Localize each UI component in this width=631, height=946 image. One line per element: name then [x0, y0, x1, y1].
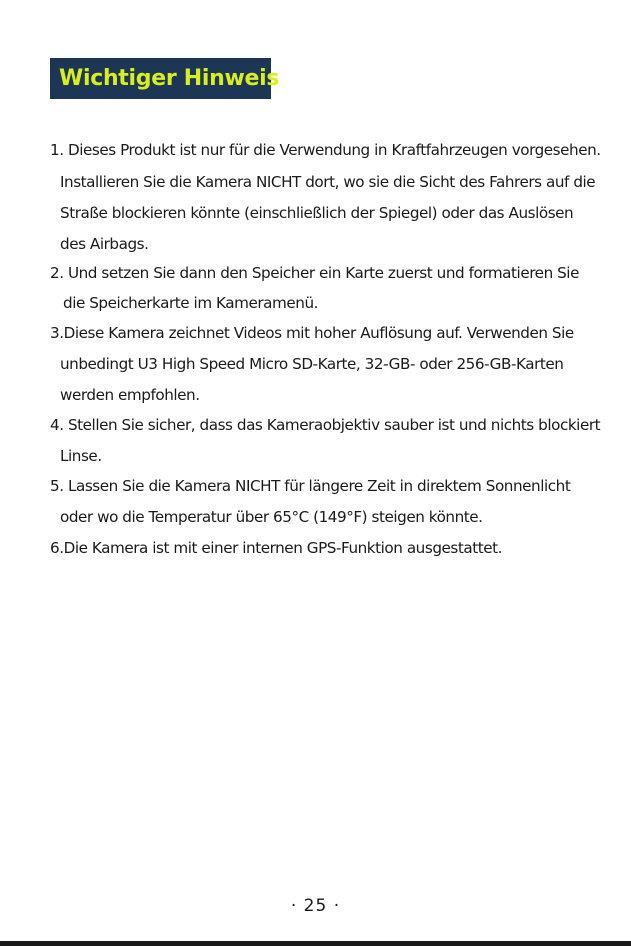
notice-item-6-line-1: 6.Die Kamera ist mit einer internen GPS-Funktion ausgestattet.: [50, 539, 503, 557]
title-banner: [50, 58, 280, 99]
notice-item-3-line-1: 3.Diese Kamera zeichnet Videos mit hoher Auflösung auf. Verwenden Sie: [50, 324, 574, 342]
notice-item-2-line-1: 2. Und setzen Sie dann den Speicher ein Karte zuerst und formatieren Sie: [50, 264, 579, 282]
notice-item-5-line-2: oder wo die Temperatur über 65°C (149°F) steigen könnte.: [60, 508, 483, 526]
notice-item-1-line-4: des Airbags.: [60, 235, 149, 253]
notice-item-2-line-2: die Speicherkarte im Kameramenü.: [63, 294, 318, 312]
bottom-rule: [0, 941, 631, 946]
notice-item-1-line-1: 1. Dieses Produkt ist nur für die Verwendung in Kraftfahrzeugen vorgesehen.: [50, 141, 601, 159]
notice-item-3-line-3: werden empfohlen.: [60, 386, 200, 404]
notice-item-5-line-1: 5. Lassen Sie die Kamera NICHT für längere Zeit in direktem Sonnenlicht: [50, 477, 571, 495]
notice-item-4-line-1: 4. Stellen Sie sicher, dass das Kameraobjektiv sauber ist und nichts blockiert: [50, 416, 601, 434]
notice-item-3-line-2: unbedingt U3 High Speed Micro SD-Karte, 32-GB- oder 256-GB-Karten: [60, 355, 564, 373]
notice-item-1-line-2: Installieren Sie die Kamera NICHT dort, wo sie die Sicht des Fahrers auf die: [60, 173, 596, 191]
page-title: Wichtiger Hinweis: [59, 66, 280, 91]
notice-item-1-line-3: Straße blockieren könnte (einschließlich der Spiegel) oder das Auslösen: [60, 204, 574, 222]
page-number: · 25 ·: [290, 896, 341, 916]
notice-item-4-line-2: Linse.: [60, 447, 102, 465]
